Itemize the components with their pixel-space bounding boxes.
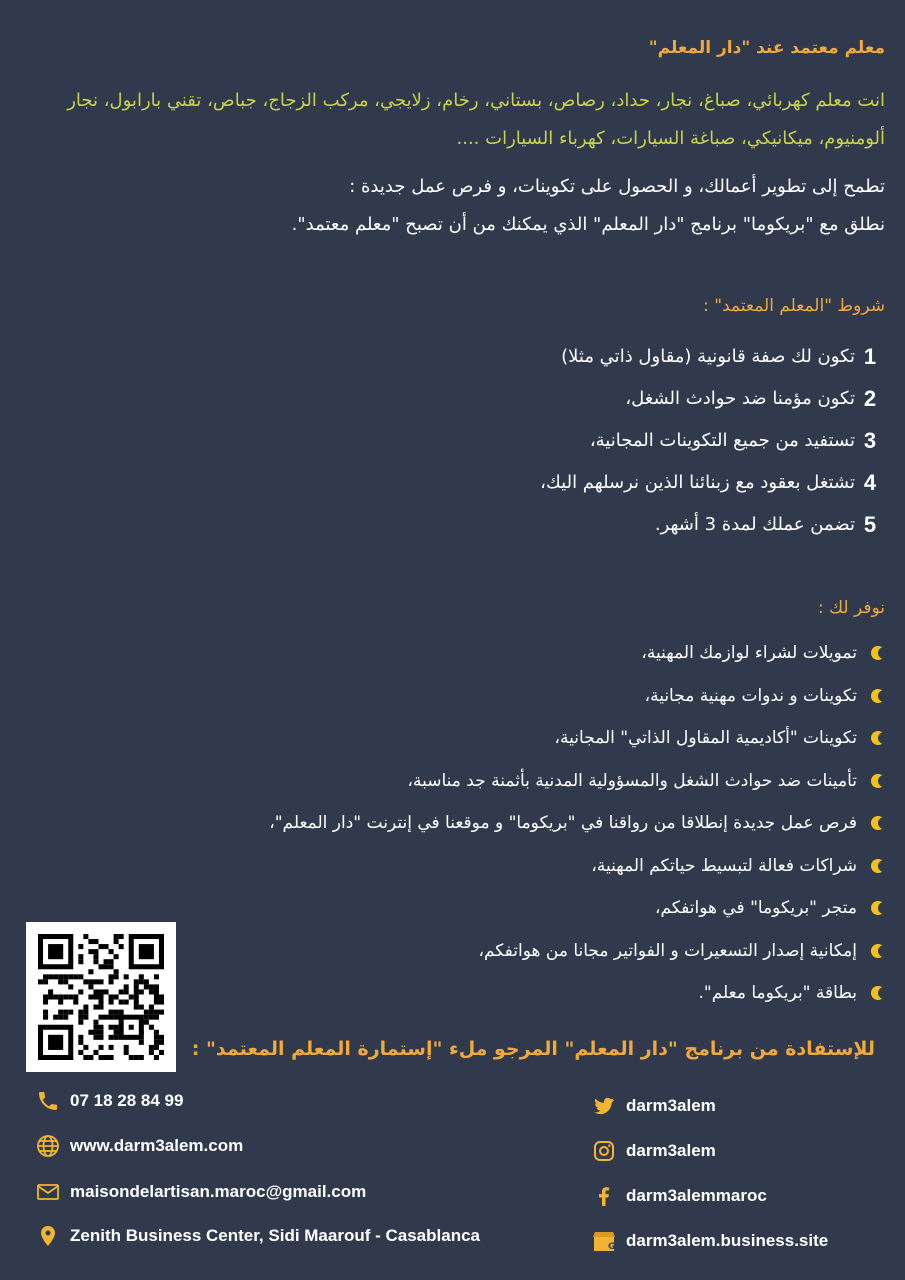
business-site-contact[interactable] bbox=[592, 1229, 828, 1253]
crescent-bullet-icon bbox=[871, 859, 885, 873]
crescent-bullet-icon bbox=[871, 774, 885, 788]
condition-number: 5 bbox=[863, 512, 877, 537]
condition-item bbox=[20, 378, 885, 420]
instagram-icon bbox=[592, 1139, 616, 1163]
twitter-handle: darm3alem bbox=[626, 1096, 716, 1115]
crescent-bullet-icon bbox=[871, 731, 885, 745]
offer-text: إمكانية إصدار التسعيرات و الفواتير مجانا من هواتفكم، bbox=[478, 940, 857, 961]
condition-item bbox=[20, 420, 885, 462]
facebook-handle: darm3alemmaroc bbox=[626, 1186, 767, 1205]
phone-contact[interactable] bbox=[36, 1089, 183, 1113]
intro-line-1: تطمح إلى تطوير أعمالك، و الحصول على تكوينات، و فرص عمل جديدة : bbox=[349, 176, 885, 197]
offer-item bbox=[20, 632, 885, 675]
condition-number: 4 bbox=[863, 470, 877, 495]
offer-text: تأمينات ضد حوادث الشغل والمسؤولية المدنية بأثمنة جد مناسبة، bbox=[407, 770, 857, 791]
offer-item bbox=[20, 717, 885, 760]
crescent-bullet-icon bbox=[871, 689, 885, 703]
condition-text: تكون مؤمنا ضد حوادث الشغل، bbox=[625, 388, 855, 409]
trades-list-text: انت معلم كهربائي، صباغ، نجار، حداد، رصاص، بستاني، رخام، زلايجي، مركب الزجاج، جباص، تقني بارابول، نجار ألومنيوم، ميكانيكي، صباغة السيارات، كهرباء السيارات .... bbox=[67, 90, 885, 149]
condition-item bbox=[20, 504, 885, 546]
condition-text: تكون لك صفة قانونية (مقاول ذاتي مثلا) bbox=[561, 346, 855, 367]
email-address: maisondelartisan.maroc@gmail.com bbox=[70, 1182, 367, 1201]
conditions-list bbox=[20, 336, 885, 546]
facebook-contact[interactable] bbox=[592, 1184, 767, 1208]
condition-item bbox=[20, 336, 885, 378]
address-text: Zenith Business Center, Sidi Maarouf - Casablanca bbox=[70, 1226, 480, 1245]
offer-item bbox=[20, 802, 885, 845]
offer-text: تكوينات "أكاديمية المقاول الذاتي" المجانية، bbox=[554, 728, 857, 749]
condition-number: 2 bbox=[863, 386, 877, 411]
instagram-contact[interactable] bbox=[592, 1139, 716, 1163]
instagram-handle: darm3alem bbox=[626, 1141, 716, 1160]
mail-icon bbox=[36, 1180, 60, 1204]
intro-text bbox=[20, 168, 885, 244]
crescent-bullet-icon bbox=[871, 816, 885, 830]
website-link: www.darm3alem.com bbox=[70, 1136, 244, 1155]
phone-icon bbox=[36, 1089, 60, 1113]
facebook-icon bbox=[592, 1184, 616, 1208]
globe-icon bbox=[36, 1134, 60, 1158]
google-my-business-icon bbox=[592, 1229, 616, 1253]
offer-text: تمويلات لشراء لوازمك المهنية، bbox=[641, 643, 857, 664]
condition-text: تضمن عملك لمدة 3 أشهر. bbox=[654, 514, 855, 535]
condition-text: تشتغل بعقود مع زبنائنا الذين نرسلهم اليك، bbox=[540, 472, 855, 493]
intro-line-2: نطلق مع "بريكوما" برنامج "دار المعلم" الذي يمكنك من أن تصبح "معلم معتمد". bbox=[291, 214, 885, 235]
conditions-title: شروط "المعلم المعتمد" : bbox=[703, 296, 885, 316]
twitter-contact[interactable] bbox=[592, 1094, 716, 1118]
intro-title: معلم معتمد عند "دار المعلم" bbox=[648, 38, 885, 58]
condition-number: 3 bbox=[863, 428, 877, 453]
cta-text: للإستفادة من برنامج "دار المعلم" المرجو ملء "إستمارة المعلم المعتمد" : bbox=[191, 1038, 875, 1060]
condition-number: 1 bbox=[863, 344, 877, 369]
offer-text: بطاقة "بريكوما معلم". bbox=[698, 983, 857, 1004]
crescent-bullet-icon bbox=[871, 986, 885, 1000]
phone-number: 07 18 28 84 99 bbox=[70, 1091, 184, 1110]
offer-text: متجر "بريكوما" في هواتفكم، bbox=[654, 898, 857, 919]
address-contact bbox=[36, 1224, 480, 1248]
condition-text: تستفيد من جميع التكوينات المجانية، bbox=[589, 430, 855, 451]
crescent-bullet-icon bbox=[871, 901, 885, 915]
offer-item bbox=[20, 845, 885, 888]
condition-item bbox=[20, 462, 885, 504]
website-contact[interactable] bbox=[36, 1134, 243, 1158]
offers-title: نوفر لك : bbox=[817, 598, 885, 618]
offer-item bbox=[20, 760, 885, 803]
location-pin-icon bbox=[36, 1224, 60, 1248]
crescent-bullet-icon bbox=[871, 646, 885, 660]
offer-text: شراكات فعالة لتبسيط حياتكم المهنية، bbox=[591, 855, 857, 876]
svg-text:G: G bbox=[608, 1242, 616, 1252]
offer-item bbox=[20, 675, 885, 718]
crescent-bullet-icon bbox=[871, 944, 885, 958]
twitter-icon bbox=[592, 1094, 616, 1118]
email-contact[interactable] bbox=[36, 1180, 366, 1204]
offer-text: فرص عمل جديدة إنطلاقا من رواقنا في "بريكوما" و موقعنا في إنترنت "دار المعلم"، bbox=[269, 813, 857, 834]
offer-text: تكوينات و ندوات مهنية مجانية، bbox=[644, 685, 857, 706]
business-site-link: darm3alem.business.site bbox=[626, 1231, 829, 1250]
